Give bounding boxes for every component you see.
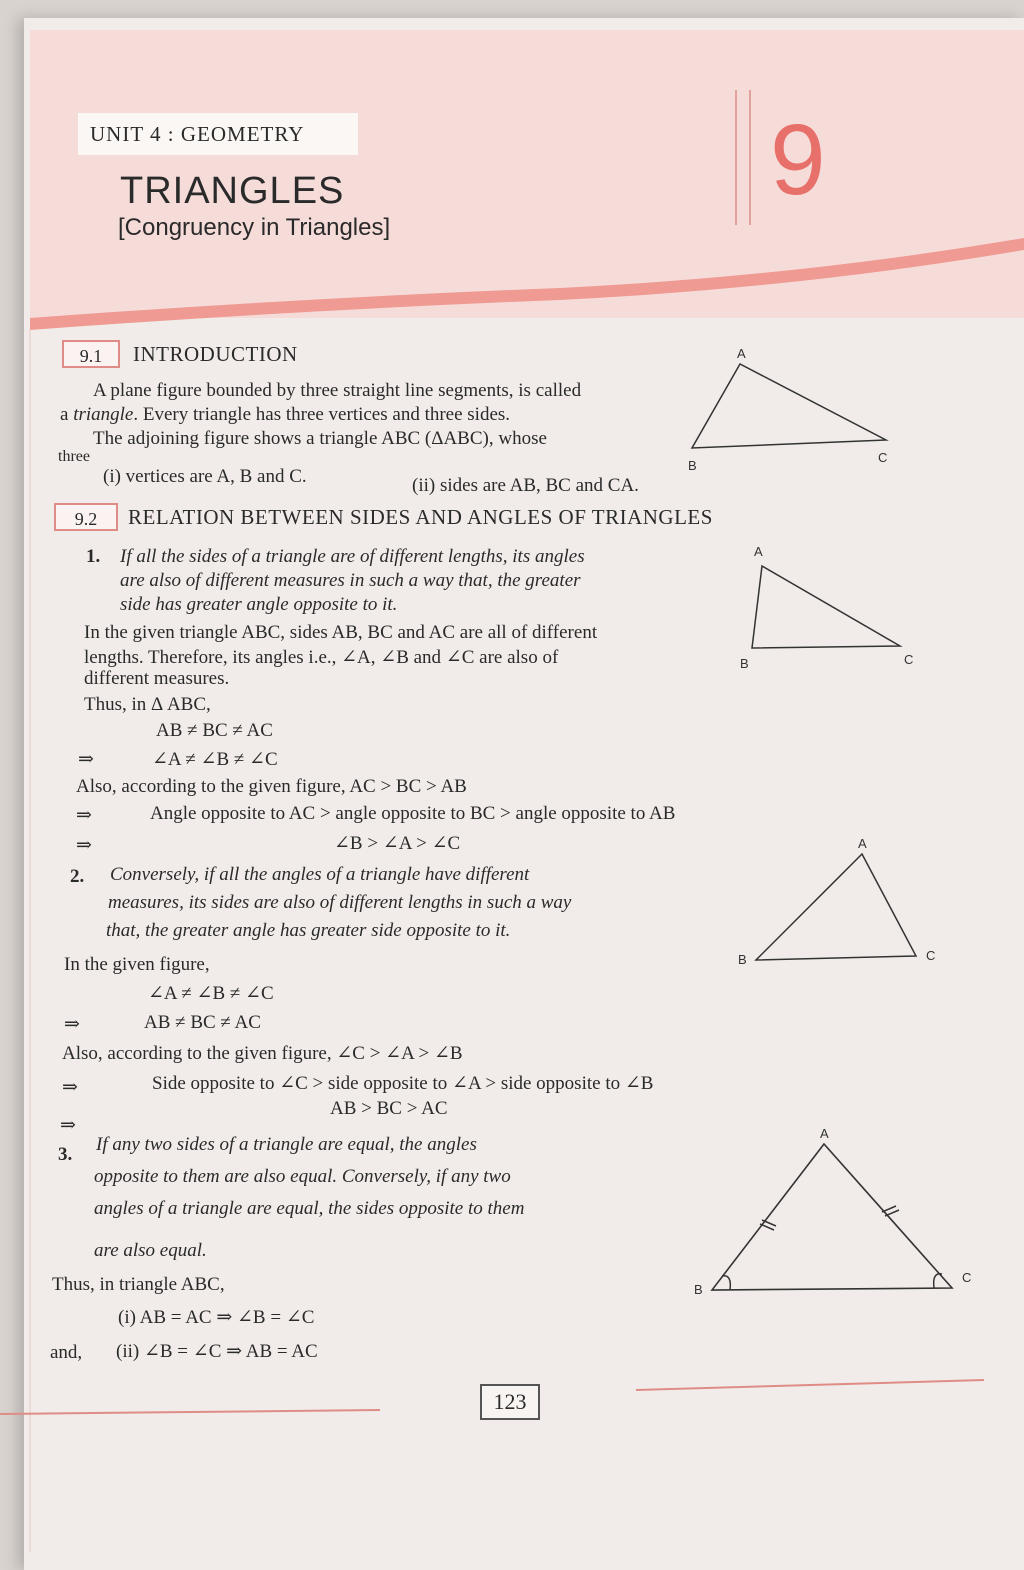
rule-1-line-3: side has greater angle opposite to it. bbox=[120, 594, 398, 615]
rule-2-line-2: measures, its sides are also of different lengths in such a way bbox=[108, 892, 572, 913]
implies-symbol: ⇒ bbox=[78, 749, 94, 770]
vertex-label-c: C bbox=[926, 948, 936, 963]
rule-3-line-1: If any two sides of a triangle are equal, the angles bbox=[96, 1134, 477, 1155]
rule-1-line-1: If all the sides of a triangle are of different lengths, its angles bbox=[120, 546, 585, 567]
rule-2-number: 2. bbox=[70, 866, 85, 887]
rule-1-implication-1: Angle opposite to AC > angle opposite to BC > angle opposite to AB bbox=[150, 803, 676, 824]
vertex-label-c: C bbox=[878, 450, 888, 465]
implies-symbol: ⇒ bbox=[60, 1115, 76, 1136]
rule-2-implication-1: Side opposite to ∠C > side opposite to ∠A > side opposite to ∠B bbox=[152, 1073, 654, 1094]
vertex-label-a: A bbox=[820, 1126, 829, 1141]
rule-1-implication-2: ∠B > ∠A > ∠C bbox=[334, 833, 461, 854]
implies-symbol: ⇒ bbox=[62, 1077, 78, 1098]
vertex-label-c: C bbox=[962, 1270, 972, 1285]
rule-2-also: Also, according to the given figure, ∠C > ∠A > ∠B bbox=[62, 1043, 463, 1064]
rule-1-eq-2: ∠A ≠ ∠B ≠ ∠C bbox=[152, 749, 278, 770]
rule-1-thus: Thus, in Δ ABC, bbox=[84, 694, 211, 715]
rule-3-item-ii: (ii) ∠B = ∠C ⇒ AB = AC bbox=[116, 1341, 318, 1362]
intro-line-1: A plane figure bounded by three straight line segments, is called bbox=[93, 380, 582, 401]
rule-1-body-2: lengths. Therefore, its angles i.e., ∠A, ∠B and ∠C are also of bbox=[84, 647, 559, 668]
vertex-label-b: B bbox=[740, 656, 749, 670]
section-title-introduction: INTRODUCTION bbox=[133, 342, 298, 366]
rule-3-number: 3. bbox=[58, 1144, 73, 1165]
rule-1-also: Also, according to the given figure, AC > BC > AB bbox=[76, 776, 467, 797]
vertex-label-a: A bbox=[737, 346, 746, 361]
implies-symbol: ⇒ bbox=[76, 835, 92, 856]
rule-1-number: 1. bbox=[86, 546, 101, 567]
rule-1-body-1: In the given triangle ABC, sides AB, BC and AC are all of different bbox=[84, 622, 598, 643]
rule-2-line-1: Conversely, if all the angles of a triangle have different bbox=[110, 864, 530, 885]
rule-2-eq-1: ∠A ≠ ∠B ≠ ∠C bbox=[148, 983, 274, 1004]
vertex-label-a: A bbox=[754, 544, 763, 559]
vertex-label-b: B bbox=[694, 1282, 703, 1297]
unit-label: UNIT 4 : GEOMETRY bbox=[78, 113, 358, 155]
rule-3-item-ii-prefix: and, bbox=[50, 1342, 83, 1363]
rule-3-line-2: opposite to them are also equal. Conversely, if any two bbox=[94, 1166, 511, 1187]
intro-item-ii: (ii) sides are AB, BC and CA. bbox=[412, 475, 639, 496]
rule-1-body-3: different measures. bbox=[84, 668, 230, 689]
chapter-subtitle: [Congruency in Triangles] bbox=[118, 214, 391, 241]
rule-3-line-3: angles of a triangle are equal, the sides opposite to them bbox=[94, 1198, 525, 1219]
section-number-9-1: 9.1 bbox=[62, 340, 120, 368]
implies-symbol: ⇒ bbox=[76, 805, 92, 826]
rule-1-line-2: are also of different measures in such a way that, the greater bbox=[120, 570, 581, 591]
section-title-relation: RELATION BETWEEN SIDES AND ANGLES OF TRIANGLES bbox=[128, 505, 713, 529]
vertex-label-c: C bbox=[904, 652, 914, 667]
rule-3-item-i: (i) AB = AC ⇒ ∠B = ∠C bbox=[118, 1307, 315, 1328]
intro-line-3: The adjoining figure shows a triangle ABC (ΔABC), whose bbox=[93, 428, 547, 449]
page-number: 123 bbox=[480, 1384, 540, 1420]
rule-3-thus: Thus, in triangle ABC, bbox=[52, 1274, 225, 1295]
rule-1-eq-1: AB ≠ BC ≠ AC bbox=[156, 720, 273, 741]
chapter-title: TRIANGLES bbox=[120, 170, 345, 212]
vertex-label-b: B bbox=[738, 952, 747, 967]
rule-2-eq-2: AB ≠ BC ≠ AC bbox=[144, 1012, 261, 1033]
intro-line-2: a triangle. Every triangle has three vertices and three sides. bbox=[60, 404, 511, 425]
chapter-number: 9 bbox=[770, 104, 826, 216]
section-number-9-2: 9.2 bbox=[54, 503, 118, 531]
rule-3-line-4: are also equal. bbox=[94, 1240, 207, 1261]
vertex-label-b: B bbox=[688, 458, 697, 473]
rule-2-line-3: that, the greater angle has greater side opposite to it. bbox=[106, 920, 511, 941]
implies-symbol: ⇒ bbox=[64, 1014, 80, 1035]
rule-2-implication-2: AB > BC > AC bbox=[330, 1098, 448, 1119]
rule-2-given: In the given figure, bbox=[64, 954, 210, 975]
intro-item-i: (i) vertices are A, B and C. bbox=[103, 466, 307, 487]
intro-line-4: three bbox=[58, 448, 90, 465]
vertex-label-a: A bbox=[858, 836, 867, 851]
